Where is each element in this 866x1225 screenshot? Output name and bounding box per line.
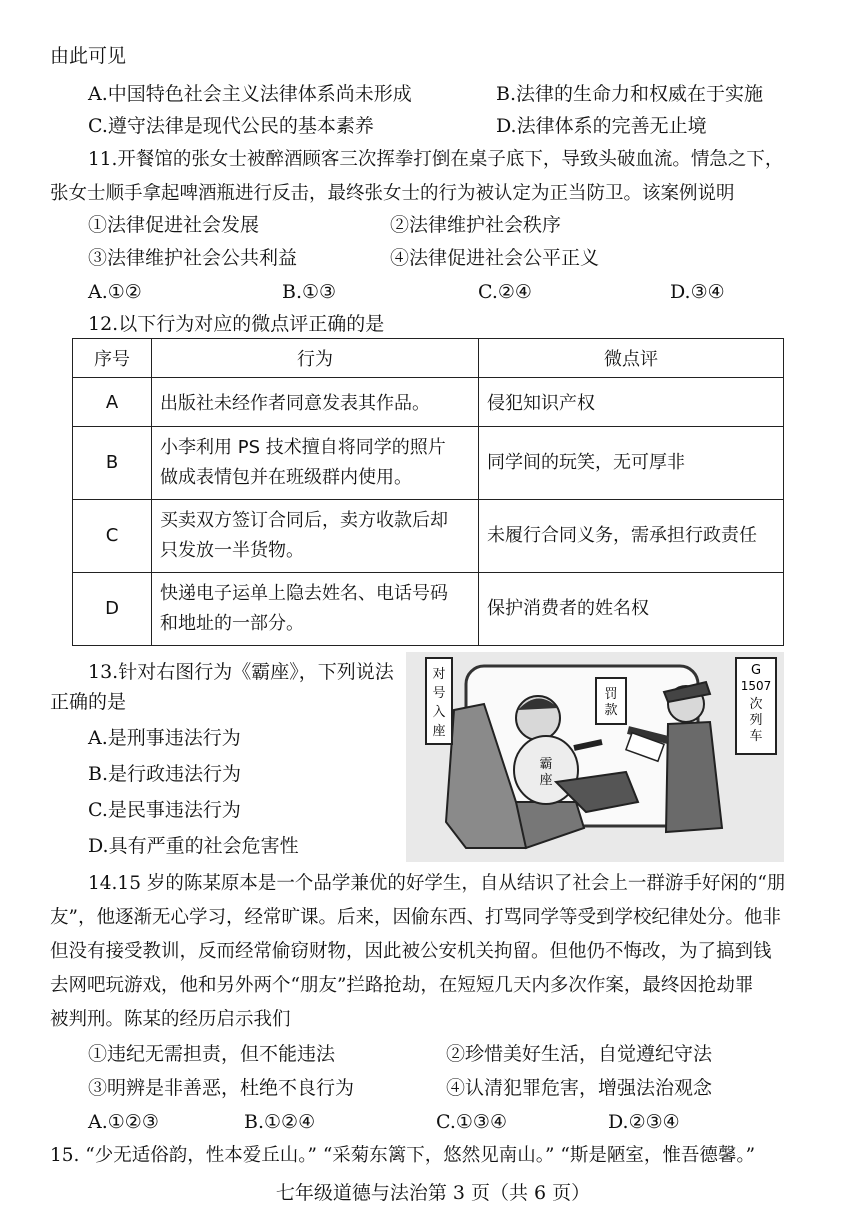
q11-option-c: C.②④ <box>478 281 532 303</box>
q14-statement-4: ④认清犯罪危害，增强法治观念 <box>446 1077 713 1099</box>
cartoon-sign-right-g: G <box>750 663 762 678</box>
q12-stem: 12.以下行为对应的微点评正确的是 <box>88 313 385 335</box>
q11-option-a: A.①② <box>88 281 142 303</box>
row-comment: 保护消费者的姓名权 <box>479 573 784 646</box>
row-comment: 未履行合同义务，需承担行政责任 <box>479 500 784 573</box>
q14-statement-3: ③明辨是非善恶，杜绝不良行为 <box>88 1077 355 1099</box>
q11-statement-1: ①法律促进社会发展 <box>88 214 260 236</box>
row-id: A <box>73 378 152 427</box>
q13-option-a: A.是刑事违法行为 <box>88 727 241 749</box>
cartoon-sign-right-number: 1507 <box>740 679 772 693</box>
cartoon-ticket-text: 罚款 <box>604 687 618 718</box>
cartoon-sign-left-char: 对号入座 <box>432 667 446 739</box>
page-footer: 七年级道德与法治第 3 页（共 6 页） <box>275 1182 591 1204</box>
q14-statement-2: ②珍惜美好生活，自觉遵纪守法 <box>446 1043 713 1065</box>
q11-statement-4: ④法律促进社会公平正义 <box>390 247 600 269</box>
q14-stem-line5: 被判刑。陈某的经历启示我们 <box>50 1009 291 1030</box>
seat-hogging-cartoon <box>406 652 784 862</box>
row-action: 买卖双方签订合同后，卖方收款后却 只发放一半货物。 <box>152 500 479 573</box>
q14-option-b: B.①②④ <box>244 1111 316 1133</box>
cartoon-shirt-text: 霸座 <box>539 757 553 788</box>
q11-stem-line2: 张女士顺手拿起啤酒瓶进行反击，最终张女士的行为被认定为正当防卫。该案例说明 <box>50 183 735 204</box>
row-id: B <box>73 427 152 500</box>
q14-option-d: D.②③④ <box>608 1111 680 1133</box>
row-action: 出版社未经作者同意发表其作品。 <box>152 378 479 427</box>
row-id: C <box>73 500 152 573</box>
q10-option-a: A.中国特色社会主义法律体系尚未形成 <box>88 83 412 105</box>
q13-option-b: B.是行政违法行为 <box>88 763 242 785</box>
table-row <box>73 500 784 573</box>
row-action: 快递电子运单上隐去姓名、电话号码 和地址的一部分。 <box>152 573 479 646</box>
q11-stem-line1: 11.开餐馆的张女士被醉酒顾客三次挥拳打倒在桌子底下，导致头破血流。情急之下， <box>88 149 784 170</box>
table-row <box>73 573 784 646</box>
table-header-id: 序号 <box>73 339 152 378</box>
q15-stem-line1: 15. “少无适俗韵，性本爱丘山。” “采菊东篱下，悠然见南山。” “斯是陋室，惟吾德馨。” <box>50 1145 756 1166</box>
row-id: D <box>73 573 152 646</box>
q14-option-c: C.①③④ <box>436 1111 507 1133</box>
q14-stem-line3: 但没有接受教训，反而经常偷窃财物，因此被公安机关拘留。但他仍不悔改，为了搞到钱 <box>50 941 772 962</box>
q11-statement-3: ③法律维护社会公共利益 <box>88 247 298 269</box>
table-header-action: 行为 <box>152 339 479 378</box>
q11-option-d: D.③④ <box>670 281 725 303</box>
q14-option-a: A.①②③ <box>88 1111 159 1133</box>
q10-lead: 由此可见 <box>50 45 127 67</box>
q10-option-b: B.法律的生命力和权威在于实施 <box>496 83 764 105</box>
q11-statement-2: ②法律维护社会秩序 <box>390 214 562 236</box>
cartoon-sign-right-text: 次列车 <box>749 697 763 744</box>
q14-statement-1: ①违纪无需担责，但不能违法 <box>88 1043 336 1065</box>
q10-option-d: D.法律体系的完善无止境 <box>496 115 707 137</box>
q10-option-c: C.遵守法律是现代公民的基本素养 <box>88 115 374 137</box>
table-header-comment: 微点评 <box>479 339 784 378</box>
q11-option-b: B.①③ <box>282 281 337 303</box>
row-comment: 同学间的玩笑，无可厚非 <box>479 427 784 500</box>
q13-stem-line1: 13.针对右图行为《霸座》，下列说法 <box>88 661 394 683</box>
q13-option-c: C.是民事违法行为 <box>88 799 241 821</box>
q13-stem-line2: 正确的是 <box>50 691 127 713</box>
row-comment: 侵犯知识产权 <box>479 378 784 427</box>
table-row <box>73 378 784 427</box>
q14-stem-line4: 去网吧玩游戏，他和另外两个“朋友”拦路抢劫，在短短几天内多次作案，最终因抢劫罪 <box>50 975 754 996</box>
q14-stem-line1: 14.15 岁的陈某原本是一个品学兼优的好学生，自从结识了社会上一群游手好闲的“朋 <box>88 873 786 894</box>
table-row <box>73 427 784 500</box>
q14-stem-line2: 友”，他逐渐无心学习，经常旷课。后来，因偷东西、打骂同学等受到学校纪律处分。他非 <box>50 907 781 928</box>
row-action: 小李利用 PS 技术擅自将同学的照片 做成表情包并在班级群内使用。 <box>152 427 479 500</box>
q13-option-d: D.具有严重的社会危害性 <box>88 835 299 857</box>
q12-table <box>72 338 784 646</box>
